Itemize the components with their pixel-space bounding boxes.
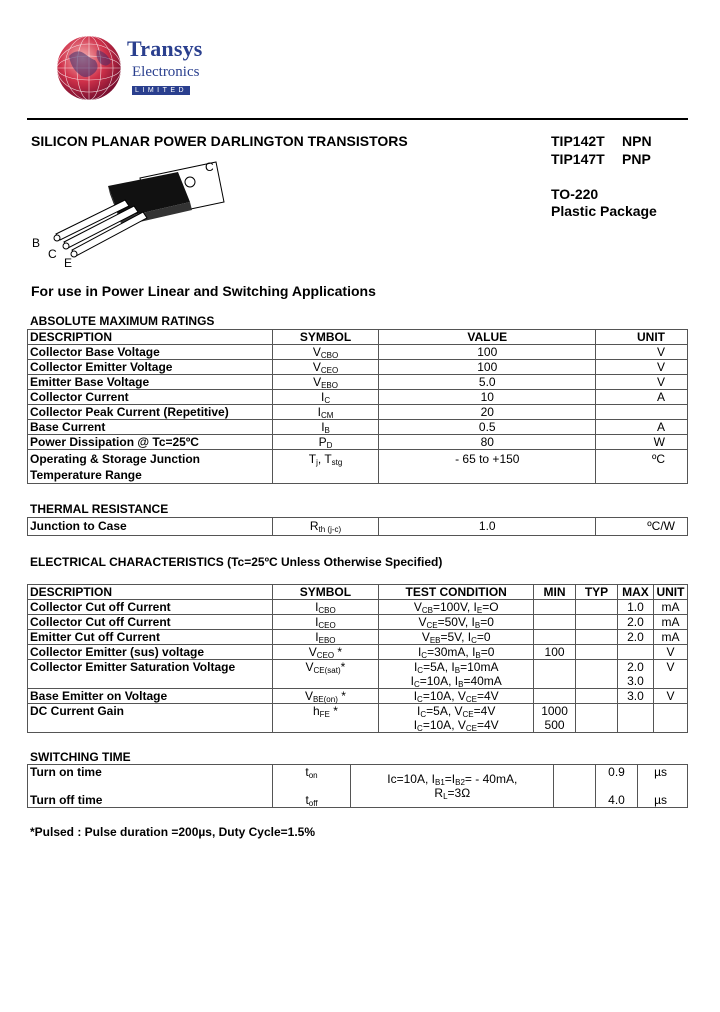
table-row	[28, 704, 688, 733]
row-unit: V	[653, 689, 687, 704]
row-unit: mA	[653, 615, 687, 630]
row-unit: ºC	[596, 450, 688, 484]
abs-max-table	[27, 329, 688, 484]
package-name: TO-220	[551, 186, 599, 202]
row-symbol: $V_{CEO}$ *	[272, 645, 379, 660]
logo-subtitle: Electronics	[132, 64, 200, 80]
row-unit: V	[596, 360, 688, 375]
row-condition: $I_C=5A$, $V_{CE}=4V$ $I_C=10A$, $V_{CE}=4V$	[379, 704, 534, 733]
part-type-1: NPN	[622, 133, 652, 149]
row-symbol: $t_{on}$	[272, 765, 351, 780]
row-unit: V	[653, 645, 687, 660]
row-description: Collector Base Voltage	[28, 345, 273, 360]
row-unit: W	[596, 435, 688, 450]
row-max: 2.0 3.0	[617, 660, 653, 689]
table-row	[28, 600, 688, 615]
row-value: 5.0	[379, 375, 596, 390]
row-symbol: $I_B$	[272, 420, 379, 435]
logo-limited: LIMITED	[132, 86, 190, 95]
row-max	[617, 645, 653, 660]
row-min: 100	[534, 645, 576, 660]
header-symbol: SYMBOL	[272, 585, 379, 600]
header-test-condition: TEST CONDITION	[379, 585, 534, 600]
part-type-2: PNP	[622, 151, 651, 167]
row-unit: A	[596, 390, 688, 405]
row-description: Collector Current	[28, 390, 273, 405]
header-description: DESCRIPTION	[28, 585, 273, 600]
table-header-row	[28, 330, 688, 345]
row-condition: $I_C=10A$, $V_{CE}=4V$	[379, 689, 534, 704]
header-max: MAX	[617, 585, 653, 600]
header-typ: TYP	[576, 585, 618, 600]
row-value: 1.0	[379, 518, 596, 536]
row-value: 100	[379, 360, 596, 375]
row-max	[617, 704, 653, 733]
row-value: - 65 to +150	[379, 450, 596, 484]
row-description: Emitter Base Voltage	[28, 375, 273, 390]
row-description: Turn on time	[28, 765, 273, 780]
row-value: 100	[379, 345, 596, 360]
row-description: Collector Emitter Saturation Voltage	[28, 660, 273, 689]
row-symbol: $I_C$	[272, 390, 379, 405]
row-min	[534, 600, 576, 615]
table-row	[28, 345, 688, 360]
row-min: 1000 500	[534, 704, 576, 733]
row-symbol: $R_{th (j-c)}$	[272, 518, 379, 536]
row-typ	[576, 600, 618, 615]
row-condition: $I_C=5A$, $I_B=10mA$ $I_C=10A$, $I_B=40mA$	[379, 660, 534, 689]
part-number-1: TIP142T	[551, 133, 605, 149]
row-typ: 4.0	[596, 793, 638, 808]
table-row	[28, 630, 688, 645]
part-number-2: TIP147T	[551, 151, 605, 167]
table-row	[28, 360, 688, 375]
row-condition: $V_{EB}=5V$, $I_C=0$	[379, 630, 534, 645]
table-row	[28, 450, 688, 484]
row-value: 80	[379, 435, 596, 450]
row-description: Operating & Storage Junction Temperature Range	[28, 450, 273, 484]
row-symbol: $P_D$	[272, 435, 379, 450]
application-heading: For use in Power Linear and Switching Applications	[31, 283, 376, 299]
header-unit: UNIT	[653, 585, 687, 600]
to220-package-drawing	[30, 160, 230, 270]
row-description: Collector Peak Current (Repetitive)	[28, 405, 273, 420]
table-header-row	[28, 585, 688, 600]
switching-title: SWITCHING TIME	[30, 750, 131, 764]
row-description: Base Emitter on Voltage	[28, 689, 273, 704]
pin-label-b: B	[32, 236, 41, 250]
row-symbol: $V_{CE(sat)}*$	[272, 660, 379, 689]
row-unit	[596, 405, 688, 420]
pin-label-c: C	[48, 247, 57, 261]
header-rule	[27, 118, 688, 120]
globe-icon	[55, 34, 127, 106]
row-symbol: $V_{EBO}$	[272, 375, 379, 390]
row-typ	[576, 630, 618, 645]
row-value: 10	[379, 390, 596, 405]
row-unit: V	[596, 375, 688, 390]
row-symbol: $I_{CM}$	[272, 405, 379, 420]
row-unit: mA	[653, 630, 687, 645]
table-row	[28, 405, 688, 420]
table-row	[28, 645, 688, 660]
row-description: Collector Emitter Voltage	[28, 360, 273, 375]
row-description: Base Current	[28, 420, 273, 435]
row-unit: V	[653, 660, 687, 689]
row-min	[554, 793, 596, 808]
row-symbol: $I_{CEO}$	[272, 615, 379, 630]
row-symbol: $T_j$, $T_{stg}$	[272, 450, 379, 484]
row-description: DC Current Gain	[28, 704, 273, 733]
row-unit: A	[596, 420, 688, 435]
row-unit: mA	[653, 600, 687, 615]
header-value: VALUE	[379, 330, 596, 345]
row-max: 2.0	[617, 615, 653, 630]
row-symbol: $t_{off}$	[272, 793, 351, 808]
thermal-table	[27, 517, 688, 536]
row-description: Collector Cut off Current	[28, 600, 273, 615]
row-symbol: $h_{FE}$ *	[272, 704, 379, 733]
row-typ	[576, 615, 618, 630]
row-condition: $V_{CE}=50V$, $I_B=0$	[379, 615, 534, 630]
row-value: 20	[379, 405, 596, 420]
row-condition: $V_{CB}=100V$, $I_E=O$	[379, 600, 534, 615]
table-row	[28, 660, 688, 689]
row-typ	[576, 689, 618, 704]
row-description: Collector Emitter (sus) voltage	[28, 645, 273, 660]
row-min	[534, 630, 576, 645]
header-unit: UNIT	[596, 330, 688, 345]
electrical-table	[27, 584, 688, 733]
row-description: Turn off time	[28, 793, 273, 808]
header-min: MIN	[534, 585, 576, 600]
row-symbol: $V_{BE(on)}$ *	[272, 689, 379, 704]
row-max: 3.0	[617, 689, 653, 704]
header-symbol: SYMBOL	[272, 330, 379, 345]
row-description: Power Dissipation @ Tc=25ºC	[28, 435, 273, 450]
row-description: Collector Cut off Current	[28, 615, 273, 630]
package-description: Plastic Package	[551, 203, 657, 219]
row-typ: 0.9	[596, 765, 638, 780]
row-symbol: $I_{CBO}$	[272, 600, 379, 615]
row-symbol: $V_{CEO}$	[272, 360, 379, 375]
page-title: SILICON PLANAR POWER DARLINGTON TRANSISTORS	[31, 133, 408, 149]
row-unit: µs	[638, 765, 688, 780]
logo-name: Transys	[127, 36, 203, 61]
table-row	[28, 375, 688, 390]
footnote: *Pulsed : Pulse duration =200µs, Duty Cycle=1.5%	[30, 825, 316, 839]
row-value: 0.5	[379, 420, 596, 435]
row-symbol: $I_{EBO}$	[272, 630, 379, 645]
row-symbol: $V_{CBO}$	[272, 345, 379, 360]
row-description: Emitter Cut off Current	[28, 630, 273, 645]
row-condition: $I_C=30mA$, $I_B=0$	[379, 645, 534, 660]
row-typ	[576, 645, 618, 660]
row-typ	[576, 704, 618, 733]
row-unit: µs	[638, 793, 688, 808]
row-min	[554, 765, 596, 780]
switching-table	[27, 764, 688, 808]
electrical-title: ELECTRICAL CHARACTERISTICS (Tc=25ºC Unless Otherwise Specified)	[30, 555, 443, 569]
table-row	[28, 420, 688, 435]
pin-label-c-top: C	[205, 160, 214, 174]
company-logo	[55, 34, 220, 104]
row-typ	[576, 660, 618, 689]
table-row	[28, 689, 688, 704]
row-min	[534, 660, 576, 689]
pin-label-e: E	[64, 256, 73, 270]
row-max: 1.0	[617, 600, 653, 615]
row-min	[534, 615, 576, 630]
table-row	[28, 615, 688, 630]
row-unit: V	[596, 345, 688, 360]
row-condition: Ic=10A, $I_{B1}=I_{B2}= - 40mA$, $R_L=3\Omega$	[351, 765, 554, 808]
table-row	[28, 390, 688, 405]
table-row	[28, 435, 688, 450]
row-max: 2.0	[617, 630, 653, 645]
thermal-title: THERMAL RESISTANCE	[30, 502, 169, 516]
row-min	[534, 689, 576, 704]
row-description: Junction to Case	[28, 518, 273, 536]
table-row	[28, 765, 688, 780]
table-row	[28, 518, 688, 536]
row-unit	[653, 704, 687, 733]
header-description: DESCRIPTION	[28, 330, 273, 345]
row-unit: ºC/W	[596, 518, 688, 536]
abs-max-title: ABSOLUTE MAXIMUM RATINGS	[30, 314, 215, 328]
